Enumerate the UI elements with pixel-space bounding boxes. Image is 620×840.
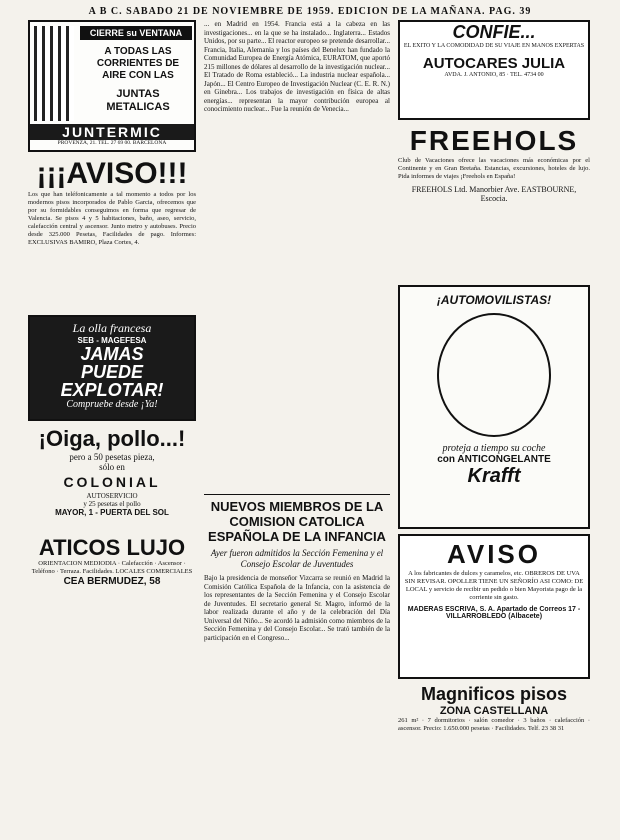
oiga-line3: AUTOSERVICIO: [86, 492, 138, 500]
freehols-ad: [398, 125, 590, 285]
aticos-title: ATICOS LUJO: [38, 535, 186, 560]
aviso-title: ¡¡¡AVISO!!!: [36, 157, 188, 190]
aticos-body: ORIENTACION MEDIODIA · Calefacción · Ascensor · Teléfono · Terraza. Facilidades. LOCALES COMERCIALES: [31, 560, 193, 575]
juntermic-badge: CIERRE su VENTANA: [80, 26, 192, 40]
juntermic-line: AIRE CON LAS: [102, 70, 174, 81]
olla-ad: [28, 315, 196, 421]
aviso-body: Los que han teléfonicamente a tal momento a todos por los modernos pisos incorporados de Pablo Garcia, ofrecemos que por su formidables conseguimos en forma que regresar de Valencia. Se pisos 4 y 5 habitaciones, baño, aseo, servicio, calefacción central y ascensor. Junto metro y autobuses. Precio desde 325.000 Pesetas, Facilidades de pago. Informes: EXCLUSIVAS BAMIRO, Plaza Cortes, 4.: [28, 191, 196, 246]
confie-sub: EL EXITO Y LA COMODIDAD DE SU VIAJE EN MANOS EXPERTAS: [403, 43, 585, 49]
aviso2-ad: [398, 534, 590, 679]
pisos-title: Magnificos pisos: [420, 684, 568, 704]
freehols-title: FREEHOLS: [409, 125, 579, 156]
juntermic-ad: [28, 20, 196, 152]
krafft-line2: con ANTICONGELANTE: [437, 454, 551, 465]
confie-title: CONFIE...: [452, 22, 536, 42]
aticos-ad: [28, 536, 196, 616]
divider: [204, 494, 390, 495]
page-header: A B C. SABADO 21 DE NOVIEMBRE DE 1959. EDICION DE LA MAÑANA. PAG. 39: [88, 6, 532, 17]
oiga-line4: y 25 pesetas el pollo: [83, 500, 141, 508]
left-column: [28, 20, 196, 616]
right-column: [398, 20, 590, 784]
freehols-body: Club de Vacaciones ofrece las vacaciones más económicas por el Continente y en Gran Bretaña. Estancias, excursiones, hoteles de lujo. Pida informes de viajes ¡Freehols en España!: [398, 157, 590, 180]
oiga-line1: pero a 50 pesetas pieza,: [69, 452, 155, 462]
olla-line4: PUEDE: [80, 362, 143, 382]
snowman-illustration: [437, 313, 551, 437]
olla-line6: Compruebe desde ¡Ya!: [66, 399, 158, 410]
julia-address: AVDA. J. ANTONIO, 85 · TEL. 4734 00: [444, 72, 544, 78]
oiga-line5: MAYOR, 1 - PUERTA DEL SOL: [55, 508, 169, 517]
krafft-brand: Krafft: [467, 465, 521, 487]
headline: NUEVOS MIEMBROS DE LA COMISION CATOLICA ESPAÑOLA DE LA INFANCIA: [208, 499, 386, 544]
center-column: [204, 20, 390, 820]
article-text: ... en Madrid en 1954. Francia está a la cabeza en las investigaciones... en la que se ha instalado... Inglaterra... Estados Unidos, por su parte... El reactor europeo se pretende desarrollar... Francia, Italia, Alemania y los países del Benelux han fundado la Comunidad Europea de Energía Atómica, EURATOM, que aportó 215 millones de dólares al desarrollo de la investigación nuclear... El Tratado de Roma estableció... La industria nuclear española... Japón... El Centro Europeo de Investigación Nuclear (C. E. R. N.) en Ginebra... Los trabajos de investigación en física de altas energías... representan la mayor contribución europea al conocimiento nuclear... Fue la reunión de Venecia...: [204, 20, 390, 113]
oiga-ad: [28, 426, 196, 536]
olla-line2: SEB - MAGEFESA: [77, 336, 147, 345]
juntermic-address: PROVENZA, 21. TEL. 27 69 00. BARCELONA: [57, 140, 167, 146]
oiga-line2: sólo en: [99, 462, 125, 472]
window-illustration: [34, 26, 74, 121]
aviso-ad: [28, 157, 196, 315]
juntermic-line: CORRIENTES DE: [96, 58, 180, 69]
freehols-foot: FREEHOLS Ltd. Manorbier Ave. EASTBOURNE, Escocia.: [411, 185, 577, 203]
krafft-line1: proteja a tiempo su coche: [442, 443, 546, 454]
olla-line1: La olla francesa: [72, 321, 152, 335]
pisos-ad: [398, 684, 590, 784]
aticos-foot: CEA BERMUDEZ, 58: [63, 576, 161, 587]
julia-brand: AUTOCARES JULIA: [422, 55, 566, 72]
juntermic-line: A TODAS LAS: [104, 46, 172, 57]
oiga-title: ¡Oiga, pollo...!: [38, 426, 186, 451]
aviso2-foot: MADERAS ESCRIVA, S. A. Apartado de Correos 17 - VILLARROBLEDO (Albacete): [407, 606, 581, 620]
aviso2-title: AVISO: [447, 539, 541, 569]
aviso2-body: A los fabricantes de dulces y caramelos, etc. OBREROS DE UVA SIN REVISAR. OPOLLER TIENE UN SEÑORÍO ASI COMO: DE LOCAL y servicio de recibir un pedido o bien Mayorista pago de la corriente sin gasto.: [404, 570, 584, 601]
olla-line3: JAMAS: [80, 344, 144, 364]
confie-ad: [398, 20, 590, 120]
krafft-ad: [398, 285, 590, 529]
news-body: Bajo la presidencia de monseñor Vizcarra se reunió en Madrid la Comisión Católica Española de la Infancia, con la asistencia de los representantes de la Sección Femenina y el Consejo Escolar de Juventudes. El secretario general Sr. Magro, informó de la labor realizada durante el año y de la celebración del Día Universal del Niño... Se acordó la admisión como miembros de la Sección Femenina y del Consejo Escolar... Se trató también de la participación en el Congreso...: [204, 574, 390, 642]
juntermic-sub: JUNTAS METALICAS: [106, 88, 170, 113]
olla-line5: EXPLOTAR!: [60, 380, 164, 400]
pisos-body: 261 m² · 7 dormitorios · salón comedor · 3 baños · calefacción · ascensor. Precio: 1.650.000 pesetas · Facilidades. Telf. 23 38 31: [398, 717, 590, 732]
krafft-top: ¡AUTOMOVILISTAS!: [436, 293, 552, 307]
pisos-sub: ZONA CASTELLANA: [439, 705, 549, 717]
juntermic-brand: JUNTERMIC: [30, 124, 194, 140]
colonial-brand: COLONIAL: [63, 474, 161, 490]
subheadline: Ayer fueron admitidos la Sección Femenina y el Consejo Escolar de Juventudes: [210, 548, 384, 569]
